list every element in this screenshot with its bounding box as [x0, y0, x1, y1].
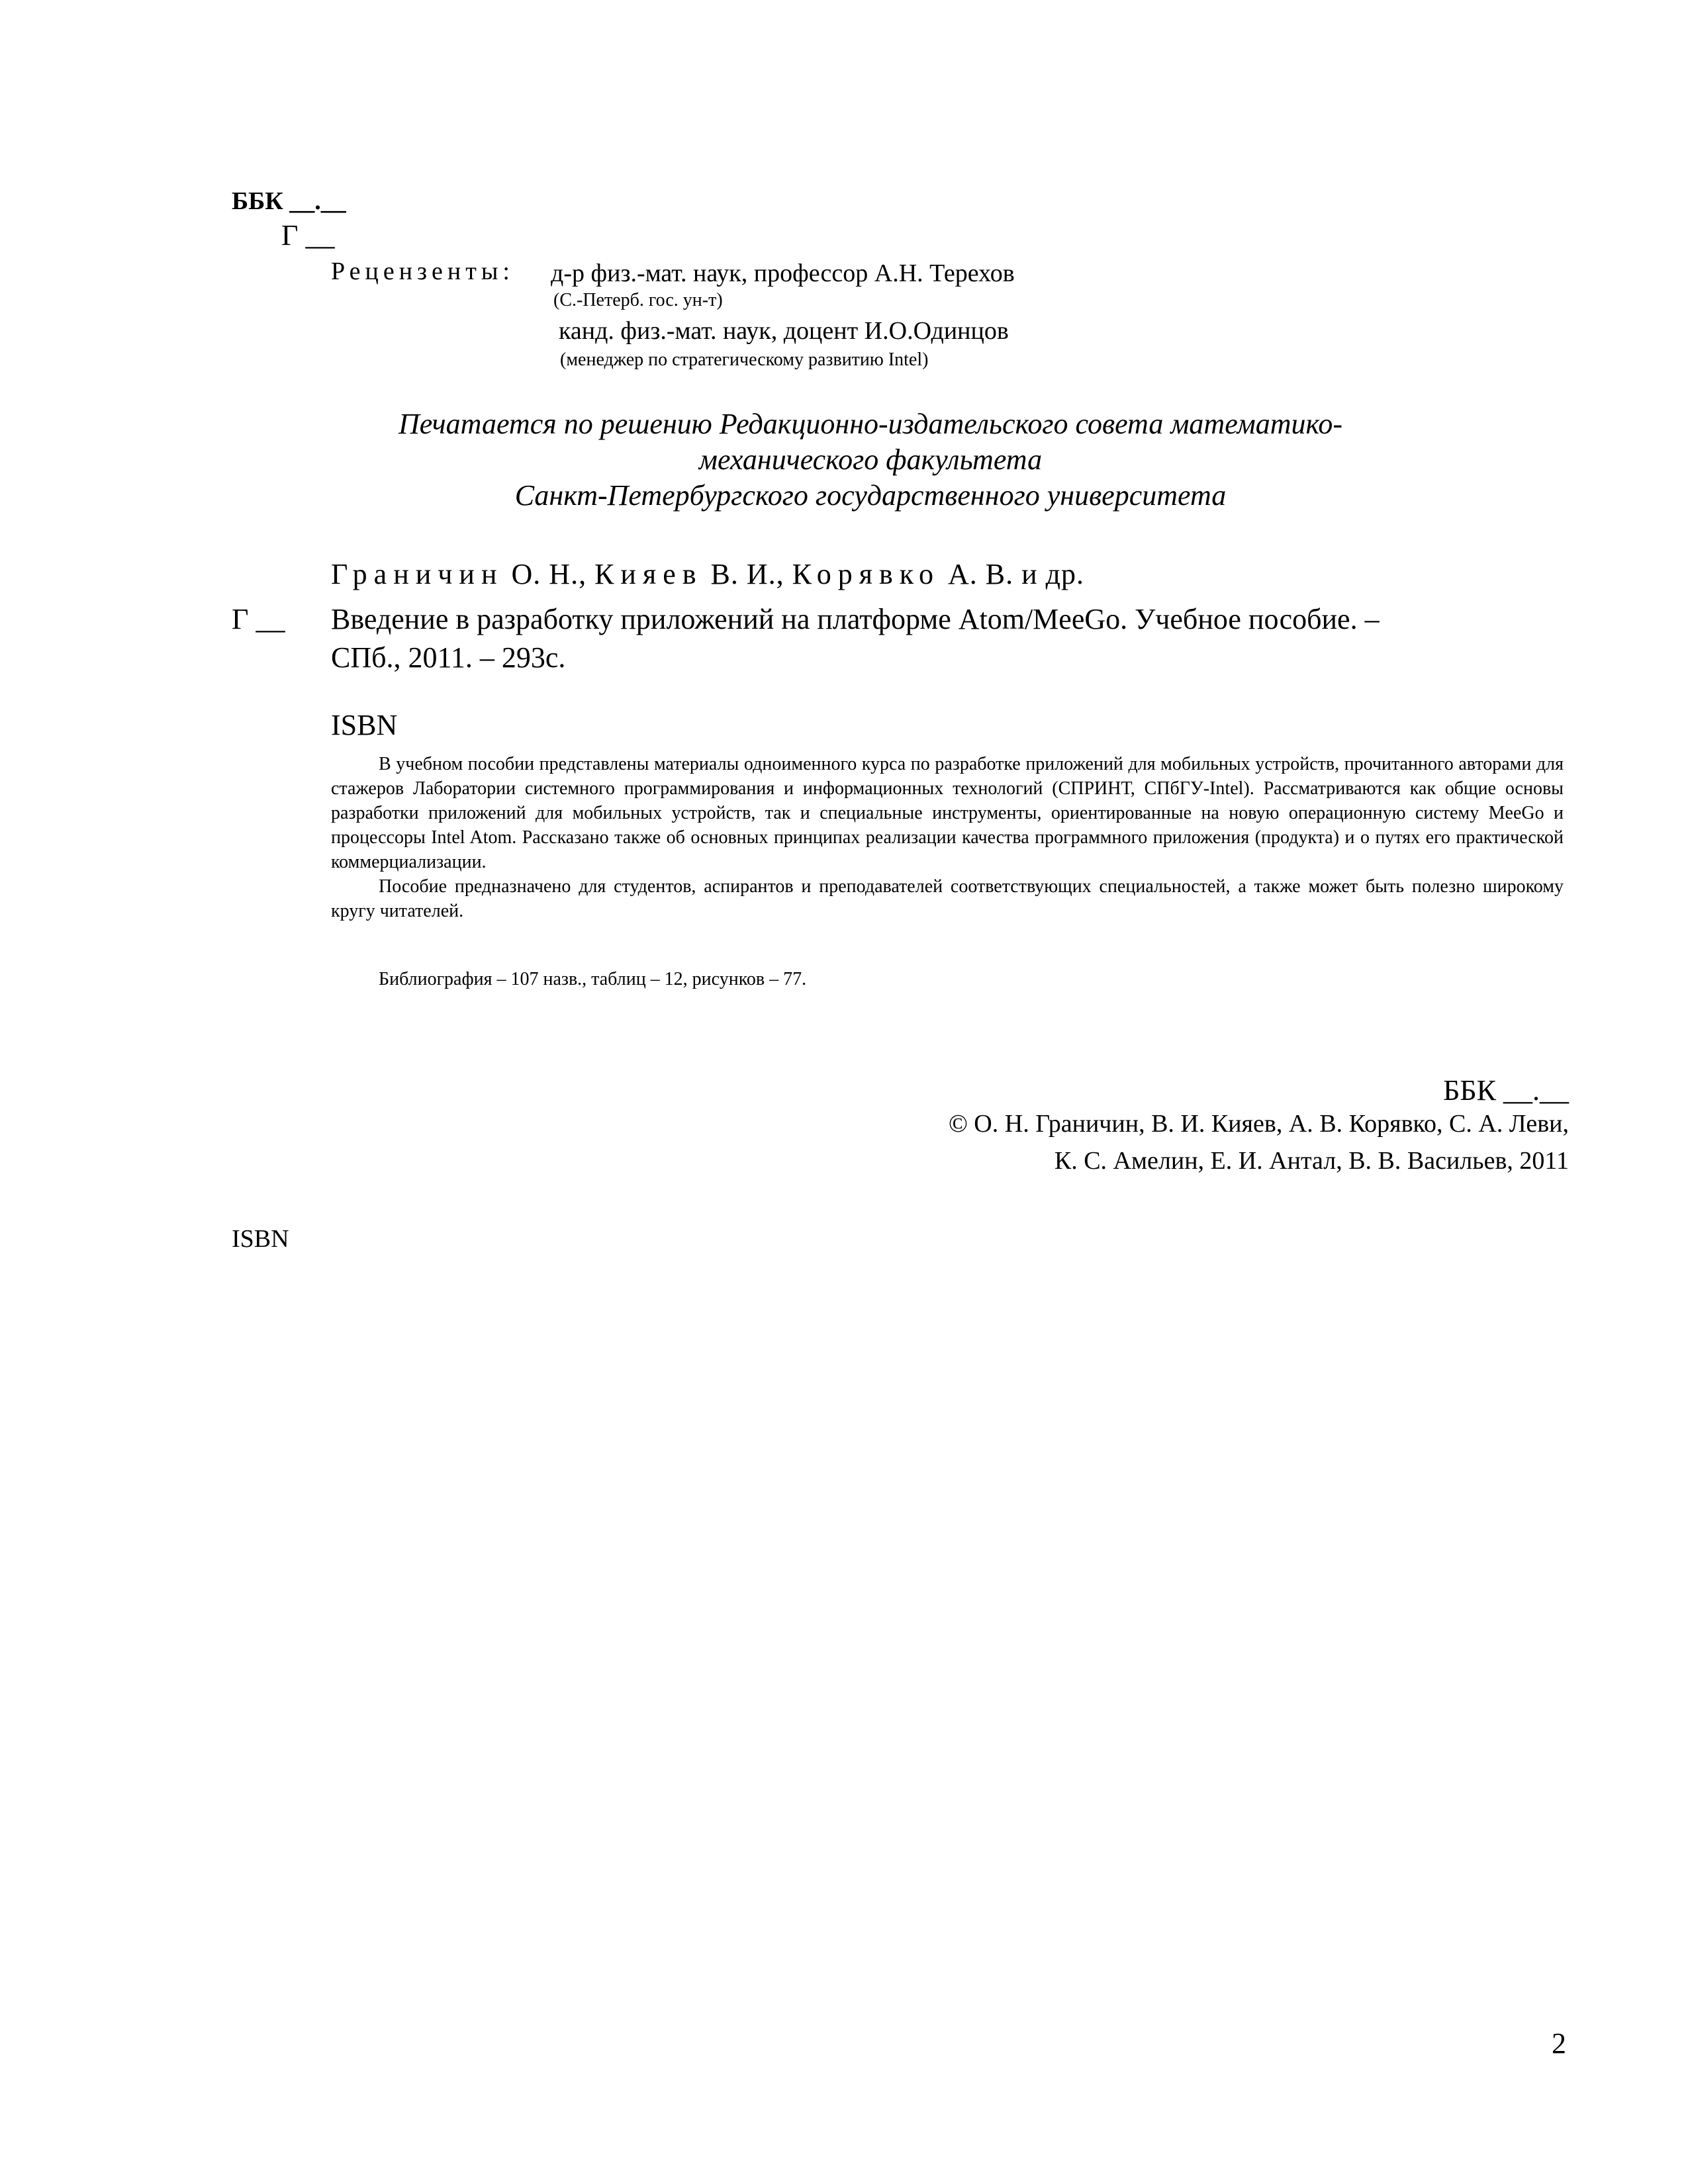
book-title-line-1: Введение в разработку приложений на платформе Atom/MeeGo. Учебное пособие. –: [331, 603, 1380, 635]
author-2-initials: В. И.,: [702, 558, 792, 590]
book-title-line-2: СПб., 2011. – 293с.: [331, 641, 566, 674]
author-mark-top: Г __: [281, 219, 335, 251]
author-2-surname: Кияев: [594, 558, 703, 590]
author-3-initials: А. В. и др.: [939, 558, 1085, 590]
bibliography-note: Библиография – 107 назв., таблиц – 12, рисунков – 77.: [379, 969, 807, 989]
page-number: 2: [1552, 2027, 1566, 2060]
authors-line: [331, 557, 1084, 591]
approval-line-1: Печатается по решению Редакционно-издательского совета математико-: [398, 408, 1343, 440]
abstract-paragraph-2: Пособие предназначено для студентов, аспирантов и преподавателей соответствующих специальностей, а также может быть полезно широкому кругу читателей.: [331, 876, 1564, 921]
isbn-bottom: ISBN: [232, 1225, 289, 1253]
catalog-code: Г __: [232, 603, 285, 635]
copyright-line-1: © О. Н. Граничин, В. И. Кияев, А. В. Корявко, С. А. Леви,: [948, 1110, 1569, 1138]
reviewer-1-affiliation: (С.-Петерб. гос. ун-т): [553, 290, 723, 310]
copyright-line-2: К. С. Амелин, Е. И. Антал, В. В. Васильев, 2011: [1054, 1147, 1569, 1175]
author-1-initials: О. Н.,: [503, 558, 595, 590]
bbk-code-footer: ББК __.__: [1443, 1074, 1569, 1107]
reviewer-1: д-р физ.-мат. наук, профессор А.Н. Терехов: [551, 259, 1015, 287]
reviewer-2: канд. физ.-мат. наук, доцент И.О.Одинцов: [559, 317, 1009, 345]
reviewers-label: Рецензенты:: [331, 257, 514, 285]
bbk-code-top: ББК __.__: [232, 187, 346, 215]
approval-statement: [0, 406, 1688, 514]
approval-line-2: механического факультета: [698, 443, 1043, 476]
reviewer-2-affiliation: (менеджер по стратегическому развитию Intel): [560, 349, 929, 370]
isbn-label: ISBN: [331, 709, 398, 741]
author-1-surname: Граничин: [331, 558, 504, 590]
author-3-surname: Корявко: [792, 558, 940, 590]
approval-line-3: Санкт-Петербургского государственного университета: [514, 479, 1227, 512]
abstract-paragraph-1: В учебном пособии представлены материалы одноименного курса по разработке приложений для мобильных устройств, прочитанного авторами для стажеров Лаборатории системного программирования и информационных технологий (СПРИНТ, СПбГУ-Intel). Рассматриваются как общие основы разработки приложений для мобильных устройств, так и специальные инструменты, ориентированные на новую операционную систему MeeGo и процессоры Intel Atom. Рассказано также об основных принципах реализации качества программного приложения (продукта) и о путях его практической коммерциализации.: [331, 754, 1564, 872]
abstract: [331, 752, 1564, 923]
